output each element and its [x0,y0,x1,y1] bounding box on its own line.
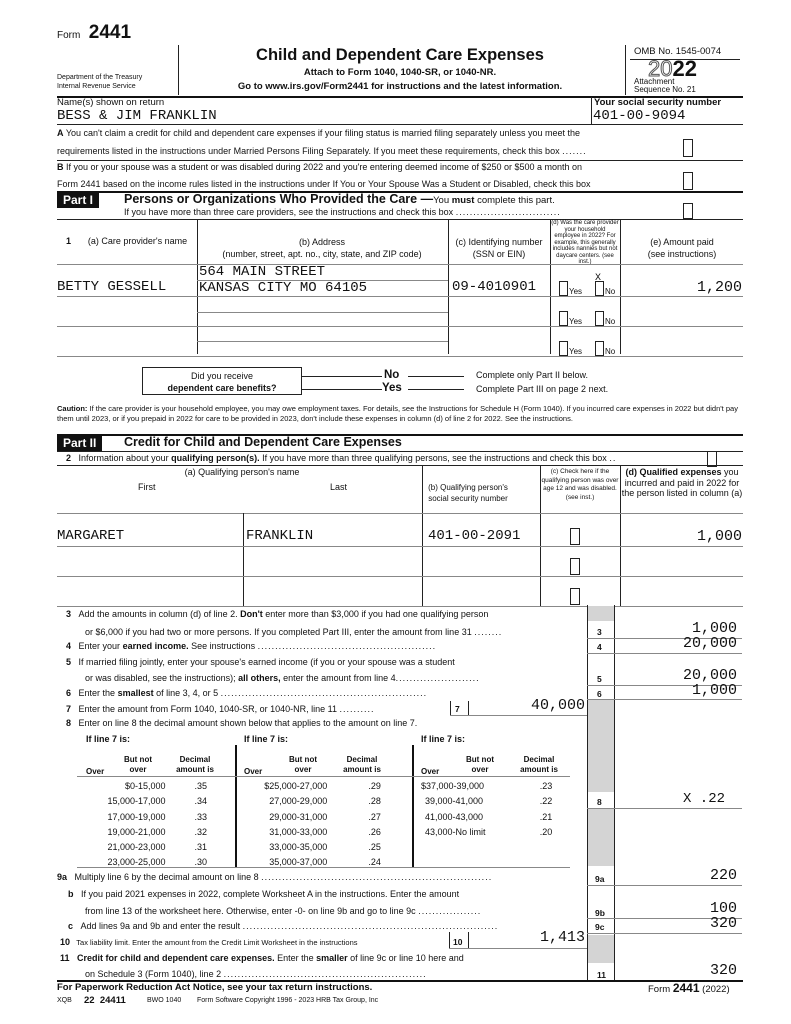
provider-1-amount[interactable]: 1,200 [696,279,742,296]
ssn-value[interactable]: 401-00-9094 [593,108,686,124]
person-1-last[interactable]: FRANKLIN [246,528,314,544]
col-a-header: (a) Qualifying person's name [184,467,300,477]
col-d-header: (d) Qualified expenses you incurred and paid in 2022 for the person listed in column (a) [621,467,743,498]
line7-box: 7 [455,704,460,714]
caution-text: Caution: If the care provider is your household employee, you may owe employment taxes. For details, see the Instructions for Schedule H (Form 1040). If you incurred care expenses in 2022 but didn't pay them until 2023, or if you prepaid in 2022 for care to be provided in 2023, don't include these expenses in column (d) of line 2 for 2022. See the instructions. [57,404,738,423]
line7-value[interactable]: 40,000 [530,697,585,714]
line10-text: 10 Tax liability limit. Enter the amount from the Credit Limit Worksheet in the instructions [60,937,358,947]
form-number: 2441 [88,22,132,43]
no-label: No [605,317,616,326]
ssn-label: Your social security number [594,97,722,108]
line5-box: 5 [597,674,602,684]
check-b-checkbox[interactable] [683,172,693,190]
line9c-text: c Add lines 9a and 9b and enter the result ......................................................................... [68,921,499,931]
line6-value[interactable]: 1,000 [691,682,737,699]
line9c-box: 9c [595,922,605,932]
dec-hdr-decimal: Decimal amount is [343,755,381,774]
attachment-label: Attachment [634,77,675,86]
line10-value[interactable]: 1,413 [539,929,585,946]
line3-text-a: 3 Add the amounts in column (d) of line 2. Don't enter more than $3,000 if you had one qualifying person [66,609,489,619]
provider-1-no-mark: X [595,273,602,284]
line9c-value[interactable]: 320 [709,915,737,932]
benefits-no: No [384,369,400,381]
yes-label: Yes [569,317,583,326]
check-b-line1: B If you or your spouse was a student or was disabled during 2022 and you're entering deemed income of $250 or $500 a month on [57,162,583,172]
check-a-line2: requirements listed in the instructions under Married Persons Filing Separately. If you meet these requirements, check this box ....... [57,146,587,156]
provider-3-household-yes[interactable] [559,341,568,356]
line1-num: 1 [66,236,72,246]
dec-hdr-butnot: But not over [289,755,317,774]
dec-if-2: If line 7 is: [244,734,289,744]
provider-1-address-2[interactable]: KANSAS CITY MO 64105 [199,280,368,296]
form-title: Child and Dependent Care Expenses [256,46,544,64]
check-a-checkbox[interactable] [683,139,693,157]
footer-copyright: Form Software Copyright 1996 - 2023 HRB Tax Group, Inc [197,997,379,1004]
line8-text: 8 Enter on line 8 the decimal amount shown below that applies to the amount on line 7. [66,718,418,728]
instructions-link: Go to www.irs.gov/Form2441 for instructions and the latest information. [237,81,563,92]
benefits-yes: Yes [382,382,402,394]
line9b-text-a: b If you paid 2021 expenses in 2022, complete Worksheet A in the instructions. Enter the amount [68,889,460,899]
paperwork-notice: For Paperwork Reduction Act Notice, see your tax return instructions. [57,982,373,993]
dept-treasury: Department of the Treasury [57,74,143,81]
person-3-disabled-checkbox[interactable] [570,588,580,605]
line8-value[interactable]: X .22 [682,791,725,807]
no-label: No [605,287,616,296]
person-1-ssn[interactable]: 401-00-2091 [428,528,521,544]
year-bold: 22 [672,56,697,81]
year-outline: 20 [648,56,673,81]
line9b-value[interactable]: 100 [709,900,737,917]
line10-box: 10 [453,937,463,947]
dec-col3: $37,000-39,000 .23 39,000-41,000 .22 41,000-43,000 .21 43,000-No limit .20 [421,781,553,837]
line3-box: 3 [597,627,602,637]
dec-hdr-over: Over [86,767,105,776]
form-number-block [57,22,131,44]
dec-hdr-butnot: But not over [124,755,152,774]
names-label: Name(s) shown on return [57,97,165,108]
provider-1-id[interactable]: 09-4010901 [452,279,537,295]
line4-text: 4 Enter your earned income. See instructions ................................................... [66,641,437,651]
attach-note: Attach to Form 1040, 1040-SR, or 1040-NR. [303,67,497,78]
line4-value[interactable]: 20,000 [682,635,737,652]
attachment-seq [634,78,696,94]
dec-hdr-over: Over [421,767,440,776]
yes-label: Yes [569,347,583,356]
col-b-header: (b) Qualifying person's social security number [428,483,508,503]
form-label: Form [57,30,81,41]
provider-1-household-yes[interactable] [559,281,568,296]
part2-title: Credit for Child and Dependent Care Expenses [124,435,402,449]
footer-code3: BWO 1040 [147,997,182,1004]
col-e-header: (e) Amount paid (see instructions) [647,237,717,259]
provider-1-name[interactable]: BETTY GESSELL [57,279,167,295]
part1-title: Persons or Organizations Who Provided the Care —You must complete this part. [124,192,555,206]
line3-value[interactable]: 1,000 [691,620,737,637]
yes-label: Yes [569,287,583,296]
col-d-header: (d) Was the care provider your household employee in 2022? For example, this generally includes nannies but not daycare centers. (see inst.) [551,220,619,265]
sequence-label: Sequence No. 21 [634,85,696,94]
col-a-last: Last [330,482,348,492]
line3-text-b: or $6,000 if you had two or more persons. If you completed Part III, enter the amount from line 31 ........ [85,627,503,637]
dec-if-1: If line 7 is: [86,734,131,744]
line11-value[interactable]: 320 [709,962,737,979]
line9a-box: 9a [595,874,605,884]
line5-text-b: or was disabled, see the instructions); all others, enter the amount from line 4........................ [85,673,480,683]
dec-hdr-over: Over [244,767,263,776]
part2-label: Part II [57,436,102,451]
names-value[interactable]: BESS & JIM FRANKLIN [57,108,217,124]
dec-col2: $25,000-27,000 .29 27,000-29,000 .28 29,000-31,000 .27 31,000-33,000 .26 33,000-35,000 .25 35,000-37,000 .24 [264,781,381,868]
line6-box: 6 [597,689,602,699]
footer-form-id: Form 2441 (2022) [648,981,730,995]
part1-label: Part I [57,193,99,208]
person-1-expenses[interactable]: 1,000 [696,528,742,545]
check-b-line2: Form 2441 based on the income rules listed in the instructions under If You or Your Spouse Was a Student or Disabled, check this box [57,179,591,189]
line7-text: 7 Enter the amount from Form 1040, 1040-SR, or 1040-NR, line 11 .......... [66,704,375,714]
provider-2-household-no[interactable] [595,311,604,326]
provider-3-household-no[interactable] [595,341,604,356]
omb-number: OMB No. 1545-0074 [634,46,722,57]
line9a-value[interactable]: 220 [709,867,737,884]
col-a-first: First [138,482,156,492]
col-c-header: (c) Identifying number (SSN or EIN) [455,237,543,259]
col-c-header: (c) Check here if the qualifying person was over age 12 and was disabled.(see inst.) [541,468,619,501]
line8-box: 8 [597,797,602,807]
dec-col1: $0-15,000 .35 15,000-17,000 .34 17,000-19,000 .33 19,000-21,000 .32 21,000-23,000 .31 23,000-25,000 .30 [107,781,208,868]
footer-code1: XQB [57,997,72,1004]
benefits-question: Did you receive dependent care benefits? [142,367,302,395]
col-b-header: (b) Address (number, street, apt. no., city, state, and ZIP code) [222,237,422,259]
provider-1-address-1[interactable]: 564 MAIN STREET [199,264,326,280]
irs: Internal Revenue Service [57,83,136,90]
line9a-text: 9a Multiply line 6 by the decimal amount on line 8 .................................................................. [57,872,493,882]
check-a-line1: A You can't claim a credit for child and dependent care expenses if your filing status is married filing separately unless you meet the [57,128,581,138]
col-a-header: (a) Care provider's name [87,236,188,246]
line5-text-a: 5 If married filing jointly, enter your spouse's earned income (if you or your spouse was a student [66,657,455,667]
line9b-box: 9b [595,908,605,918]
more-providers-text: If you have more than three care providers, see the instructions and check this box .............................. [124,207,561,217]
line2-text: 2 Information about your qualifying person(s). If you have more than three qualifying persons, see the instructions and check this box .. [66,453,617,463]
agency [57,73,142,91]
no-label: No [605,347,616,356]
footer-code2: 22 24411 [84,995,126,1006]
line4-box: 4 [597,642,602,652]
person-1-first[interactable]: MARGARET [57,528,125,544]
person-2-disabled-checkbox[interactable] [570,558,580,575]
line11-text-a: 11 Credit for child and dependent care expenses. Enter the smaller of line 9c or line 10 here and [60,953,464,963]
benefits-yes-action: Complete Part III on page 2 next. [476,384,609,394]
line11-text-b: on Schedule 3 (Form 1040), line 2 .......................................................... [85,969,427,979]
line5-value[interactable]: 20,000 [682,667,737,684]
provider-2-household-yes[interactable] [559,311,568,326]
line9b-text-b: from line 13 of the worksheet here. Otherwise, enter -0- on line 9b and go to line 9c .................. [85,906,482,916]
more-providers-checkbox[interactable] [683,203,693,219]
person-1-disabled-checkbox[interactable] [570,528,580,545]
dec-hdr-decimal: Decimal amount is [176,755,214,774]
dec-hdr-butnot: But not over [466,755,494,774]
dec-hdr-decimal: Decimal amount is [520,755,558,774]
benefits-no-action: Complete only Part II below. [476,370,589,380]
line11-box: 11 [597,970,606,980]
line6-text: 6 Enter the smallest of line 3, 4, or 5 ........................................................... [66,688,428,698]
dec-if-3: If line 7 is: [421,734,466,744]
